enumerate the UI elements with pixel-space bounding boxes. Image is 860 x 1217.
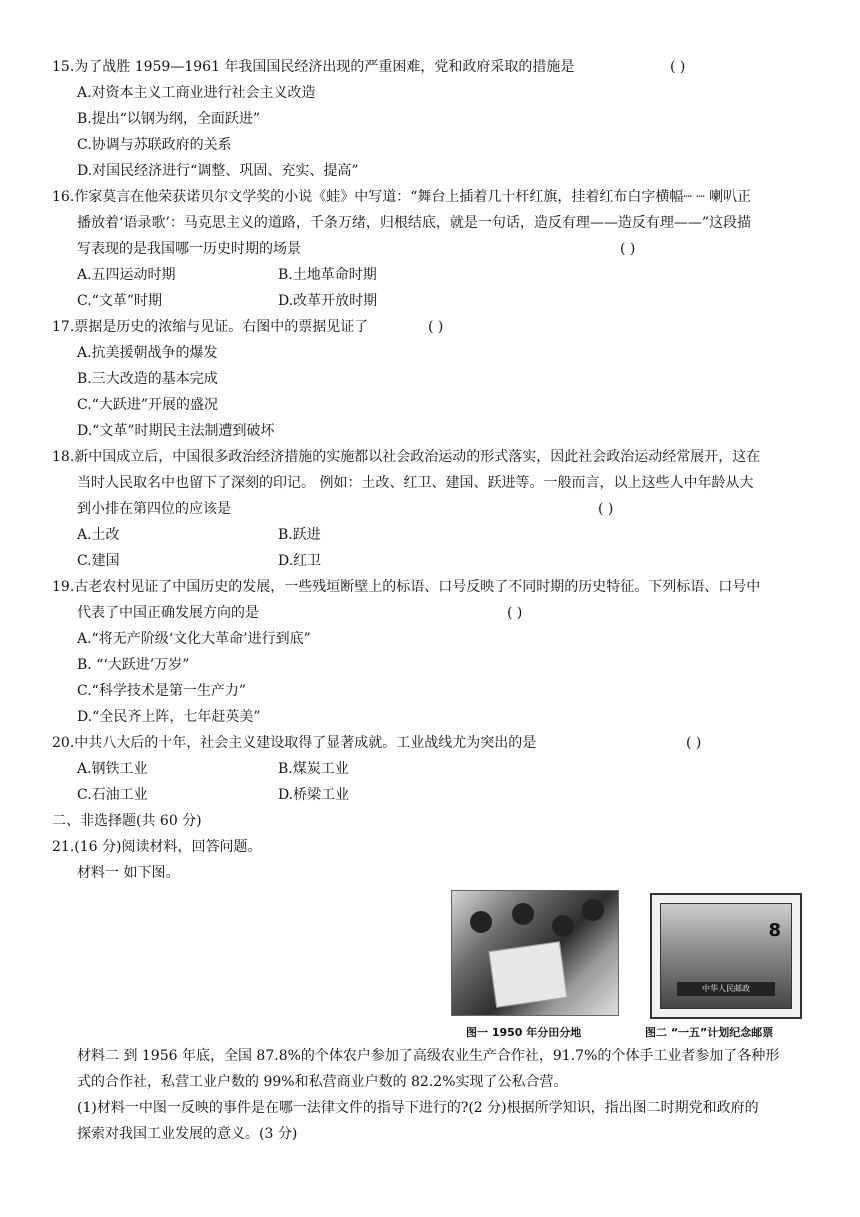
q20-option-d: D.桥梁工业 — [278, 787, 350, 803]
q17-stem: 17.票据是历史的浓缩与见证。右图中的票据见证了 — [52, 319, 369, 335]
q15-option-d: D.对国民经济进行“调整、巩固、充实、提高” — [77, 163, 359, 179]
land-distribution-photo — [451, 890, 619, 1016]
fig1-caption: 图一 1950 年分田分地 — [466, 1026, 582, 1039]
q16-answer-paren: ( ) — [620, 241, 636, 257]
q17-option-b: B.三大改造的基本完成 — [77, 371, 218, 387]
q19-option-c: C.“科学技术是第一生产力” — [77, 683, 246, 699]
q18-option-d: D.红卫 — [278, 553, 322, 569]
q18-option-c: C.建国 — [77, 553, 120, 569]
stamp-issuer-band: 中华人民邮政 — [677, 982, 775, 996]
q21-material1-label: 材料一 如下图。 — [77, 865, 180, 881]
q18-option-b: B.跃进 — [278, 527, 321, 543]
q18-stem-line1: 18.新中国成立后，中国很多政治经济措施的实施都以社会政治运动的形式落实，因此社会政治运动经常展开，这在 — [52, 449, 761, 465]
q18-stem-line2: 当时人民取名中也留下了深刻的印记。 例如：土改、红卫、建国、跃进等。一般而言，以上这些人中年龄从大 — [77, 475, 754, 491]
q21-material2-line1: 材料二 到 1956 年底，全国 87.8%的个体农户参加了高级农业生产合作社，91.7%的个体手工业者参加了各种形 — [77, 1048, 780, 1064]
figure-person — [552, 915, 574, 937]
q16-stem-line2: 播放着‘语录歌’：马克思主义的道路，千条万绪，归根结底，就是一句话，造反有理——造反有理——”这段描 — [77, 215, 752, 231]
q17-option-d: D.“文革”时期民主法制遭到破坏 — [77, 423, 275, 439]
q20-stem: 20.中共八大后的十年，社会主义建设取得了显著成就。工业战线尤为突出的是 — [52, 735, 537, 751]
stamp-image — [660, 903, 792, 1009]
five-year-plan-stamp — [650, 893, 802, 1019]
q16-option-a: A.五四运动时期 — [77, 267, 176, 283]
q20-option-a: A.钢铁工业 — [77, 761, 148, 777]
q20-answer-paren: ( ) — [686, 735, 702, 751]
q19-answer-paren: ( ) — [507, 605, 523, 621]
q19-stem-line1: 19.古老农村见证了中国历史的发展，一些残垣断壁上的标语、口号反映了不同时期的历史特征。下列标语、口号中 — [52, 579, 761, 595]
q18-option-a: A.土改 — [77, 527, 120, 543]
q21-material2-line2: 式的合作社，私营工业户数的 99%和私营商业户数的 82.2%实现了公私合营。 — [77, 1074, 568, 1090]
stamp-denomination: 8 — [768, 920, 781, 941]
q16-option-b: B.土地革命时期 — [278, 267, 377, 283]
q21-stem: 21.(16 分)阅读材料，回答问题。 — [52, 839, 262, 855]
figure-person — [512, 903, 534, 925]
figure-person — [582, 899, 604, 921]
q17-answer-paren: ( ) — [428, 319, 444, 335]
q20-option-c: C.石油工业 — [77, 787, 148, 803]
q17-option-c: C.“大跃进”开展的盛况 — [77, 397, 218, 413]
q18-answer-paren: ( ) — [598, 501, 614, 517]
land-deed-paper — [488, 941, 567, 1007]
q17-option-a: A.抗美援朝战争的爆发 — [77, 345, 218, 361]
q16-stem-line1: 16.作家莫言在他荣获诺贝尔文学奖的小说《蛙》中写道：“舞台上插着几十杆红旗，挂着红布白字横幅┈ ┈ 喇叭正 — [52, 189, 752, 205]
q15-answer-paren: ( ) — [670, 59, 686, 75]
q16-option-c: C.“文革”时期 — [77, 293, 162, 309]
q16-option-d: D.改革开放时期 — [278, 293, 378, 309]
q20-option-b: B.煤炭工业 — [278, 761, 349, 777]
q15-option-c: C.协调与苏联政府的关系 — [77, 137, 232, 153]
section-heading: 二、非选择题(共 60 分) — [52, 813, 202, 829]
q21-sub1-line2: 探索对我国工业发展的意义。(3 分) — [77, 1126, 298, 1142]
fig2-caption: 图二 “一五”计划纪念邮票 — [645, 1026, 774, 1039]
q19-option-d: D.“全民齐上阵，七年赶英美” — [77, 709, 261, 725]
figure-person — [470, 911, 492, 933]
q15-option-a: A.对资本主义工商业进行社会主义改造 — [77, 85, 316, 101]
q19-option-b: B. “‘大跃进’万岁” — [77, 657, 190, 673]
q16-stem-line3: 写表现的是我国哪一历史时期的场景 — [77, 241, 301, 257]
q15-stem: 15.为了战胜 1959—1961 年我国国民经济出现的严重困难，党和政府采取的措施是 — [52, 59, 575, 75]
q19-stem-line2: 代表了中国正确发展方向的是 — [77, 605, 259, 621]
q18-stem-line3: 到小排在第四位的应该是 — [77, 501, 231, 517]
q19-option-a: A.“将无产阶级‘文化大革命’进行到底” — [77, 631, 311, 647]
q15-option-b: B.提出“以钢为纲，全面跃进” — [77, 111, 261, 127]
q21-sub1-line1: (1)材料一中图一反映的事件是在哪一法律文件的指导下进行的?(2 分)根据所学知识，指出图二时期党和政府的 — [77, 1100, 759, 1116]
